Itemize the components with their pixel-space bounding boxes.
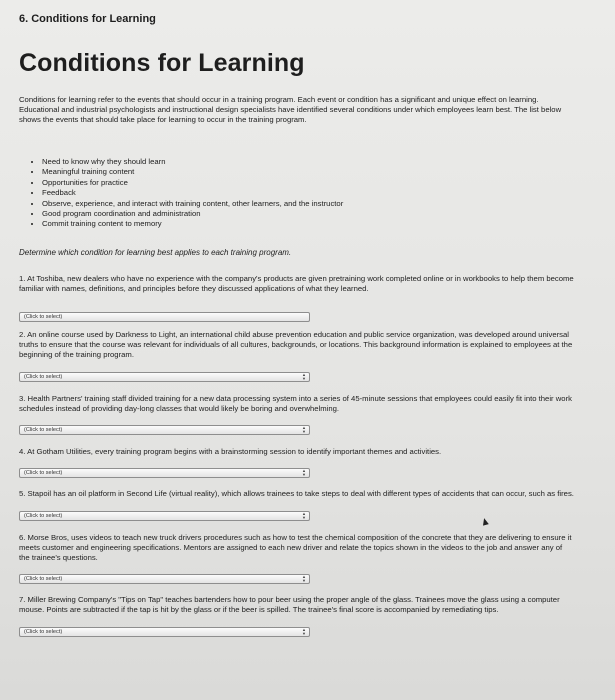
question-text: 6. Morse Bros, uses videos to teach new truck drivers procedures such as how to test the chemical composition of the concrete that they are delivering to ensure it meets customer and engineering specifications. Mentors are assigned to each new driver and relate the topics shown in the videos to the job and answer any of the trainee's questions. [19,533,572,562]
question-text: 4. At Gotham Utilities, every training program begins with a brainstorming session to identify important themes and activities. [19,447,442,457]
question-4-select[interactable] [19,468,310,478]
question-text: 2. An online course used by Darkness to Light, an international child abuse prevention education and public service organization, was developed around universal truths to ensure that the course was relevant for individuals of all cultures, backgrounds, or locations. This background information is explained to employees at the beginning of the training program. [19,330,573,360]
question-4 [19,447,597,478]
instruction-text: Determine which condition for learning best applies to each training program. [19,247,292,257]
select-label: (Click to select) [24,576,63,583]
question-text: 1. At Toshiba, new dealers who have no experience with the company's products are given pretraining work completed online or in workbooks to help them become familiar with names, definitions, and principles before they discussed applications of what they learned. [19,273,574,293]
select-label: (Click to select) [24,314,63,321]
conditions-list [19,157,597,230]
question-3-select[interactable] [19,425,310,435]
question-text: 3. Health Partners' training staff divided training for a new data processing system into a series of 45-minute sessions that employees could easily fit into their work schedules instead of providing day-long classes that would likely be boring and overwhelming. [19,393,572,413]
question-text: 7. Miller Brewing Company's "Tips on Tap" teaches bartenders how to pour beer using the proper angle of the glass. Trainees move the glass using a computer mouse. Points are subtracted if the tap is hit by the glass or if the beer is spilled. The trainee's final score is accompanied by remediating tips. [19,595,560,615]
question-6-select[interactable] [19,574,310,584]
question-7-select[interactable] [19,627,310,637]
question-5 [19,489,597,521]
question-3 [19,394,597,436]
select-label: (Click to select) [24,427,63,434]
select-label: (Click to select) [24,373,63,380]
list-item: • Good program coordination and administration [42,209,597,219]
list-item: • Opportunities for practice [42,178,597,188]
list-item: • Feedback [42,188,597,198]
list-item: • Need to know why they should learn [42,157,597,167]
question-2 [19,330,597,381]
intro-paragraph: Conditions for learning refer to the events that should occur in a training program. Each event or condition has a significant and unique effect on learning. Educational and industrial psychologists and instructional design specialists have identified several conditions under which employees learn best. The list below shows the events that should take place for learning to occur in the training program. [19,95,562,124]
list-item: • Commit training content to memory [42,219,597,229]
question-1 [19,274,597,323]
section-label: 6. Conditions for Learning [19,13,156,25]
chevron-up-down-icon: ▲ ▼ [302,425,306,435]
chevron-up-down-icon: ▲ ▼ [302,371,306,381]
chevron-up-down-icon: ▲ ▼ [302,574,306,584]
list-item: • Meaningful training content [42,167,597,177]
chevron-up-down-icon: ▲ ▼ [302,627,306,636]
question-6 [19,533,597,584]
list-item: • Observe, experience, and interact with training content, other learners, and the instructor [42,199,597,209]
chevron-up-down-icon: ▲ ▼ [302,468,306,478]
question-text: 5. Stapoil has an oil platform in Second Life (virtual reality), which allows trainees to take steps to deal with different types of accidents that can occur, such as fires. [19,489,574,499]
select-label: (Click to select) [24,629,63,635]
question-5-select[interactable] [19,511,310,521]
select-label: (Click to select) [24,470,63,477]
question-7 [19,595,597,637]
chevron-up-down-icon: ▲ ▼ [302,511,306,521]
question-2-select[interactable] [19,372,310,382]
page-title: Conditions for Learning [19,49,305,77]
select-label: (Click to select) [24,513,63,520]
question-1-select[interactable] [19,312,310,322]
